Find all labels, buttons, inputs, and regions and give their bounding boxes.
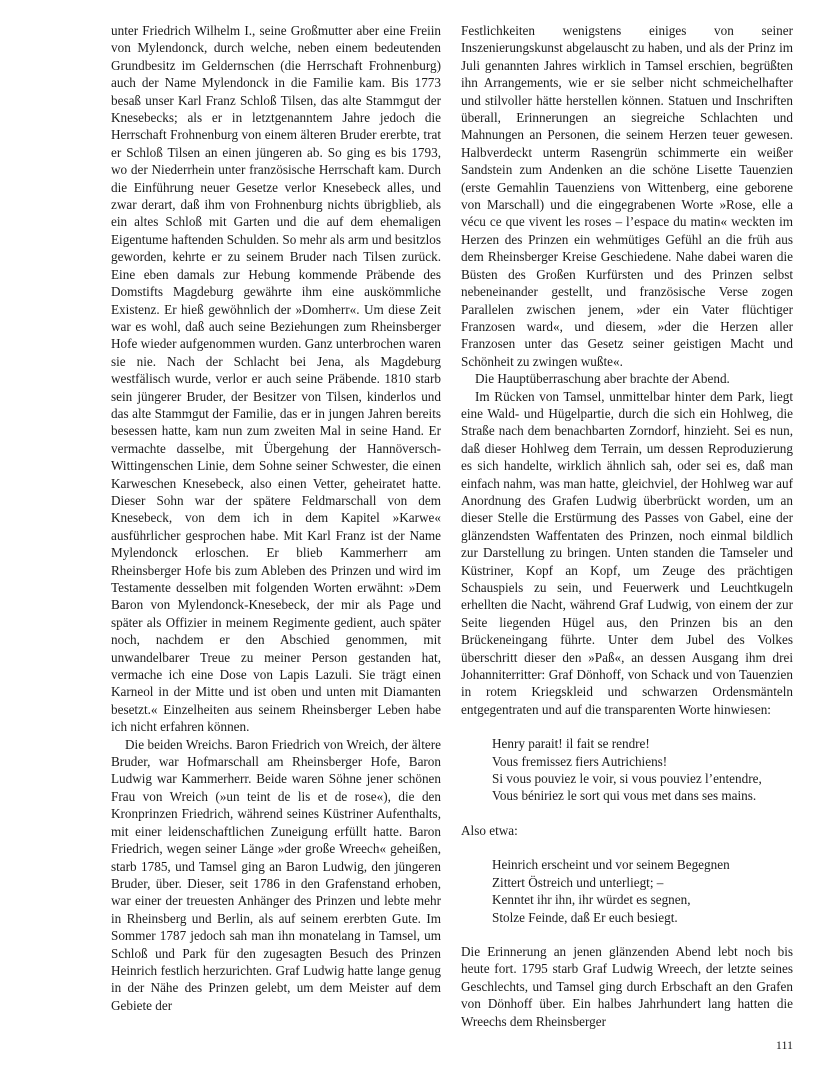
verse-line: Vous béniriez le sort qui vous met dans ses mains. [492,788,757,804]
german-verse [492,856,793,926]
paragraph-wreichs: Die beiden Wreichs. Baron Friedrich von Wreich, der ältere Bruder, war Hofmarschall am Rheinsberger Hofe, Baron Ludwig war Kammerherr. Beide waren Söhne jener schönen Frau von Wreich (»un teint de lis et de rose«), die den Kronprinzen Friedrich, während seines Küstriner Aufenthalts, mit einer leidenschaftlichen Zuneigung erfüllt hatte. Baron Friedrich, wegen seiner Länge »der große Wreech« geheißen, starb 1785, und Tamsel ging an Baron Ludwig, den jüngeren Bruder, über. Dieser, seit 1786 in den Grafenstand erhoben, war einer der treuesten Anhänger des Prinzen und lebte mehr in Rheinsberg und Berlin, als auf seinem ererbten Gute. Im Sommer 1787 jedoch sah man ihn monatelang in Tamsel, um Schloß und Park für den zugesagten Besuch des Prinzen Heinrich festlich herzurichten. Graf Ludwig hatte lange genug in der Nähe des Prinzen gelebt, um dem Meister auf dem Gebiete der [111,736,441,1013]
page-number: 111 [775,1038,793,1052]
left-column [111,22,441,1014]
verse-line: Henry parait! il fait se rendre! [492,736,650,752]
french-verse [492,735,793,805]
right-column [461,22,793,1030]
paragraph-hohlweg: Im Rücken von Tamsel, unmittelbar hinter dem Park, liegt eine Wald- und Hügelpartie, durch die sich ein Hohlweg, die Straße nach dem benachbarten Zorndorf, hinzieht. Sei es nun, daß dieser Hohlweg dem Terrain, um dessen Reproduzierung es sich handelte, wirklich ähnlich sah, oder sei es, daß man einfach nahm, was man hatte, gleichviel, der Hohlweg war auf Anordnung des Grafen Ludwig überbrückt worden, um an dieser Stelle die Erstürmung des Passes von Gabel, eine der glänzendsten Waffentaten des Prinzen, noch einmal bildlich zur Darstellung zu bringen. Unten standen die Tamseler und Küstriner, Kopf an Kopf, um Zeuge des prächtigen Schauspiels zu sein, und Feuerwerk und Leuchtkugeln erhellten die Nacht, während Graf Ludwig, von einem der zur Seite liegenden Hügel aus, den Prinzen bis an den Brückeneingang führte. Unter dem Jubel des Volkes überschritt dieser den »Paß«, an dessen Ausgang ihm drei Johanniterritter: Graf Dönhoff, von Schack und von Tauenzien in rotem Kriegskleid und schwarzen Ordensmänteln entgegentraten und auf die transparenten Worte hinwiesen: [461,388,793,717]
paragraph-hauptueberraschung: Die Hauptüberraschung aber brachte der Abend. [475,371,730,387]
verse-line: Zittert Östreich und unterliegt; – [492,874,664,890]
verse-line: Si vous pouviez le voir, si vous pouviez l’entendre, [492,771,762,787]
paragraph-erinnerung: Die Erinnerung an jenen glänzenden Abend lebt noch bis heute fort. 1795 starb Graf Ludwig Wreech, der letzte seines Geschlechts, und Tamsel ging durch Erbschaft an den Grafen von Dönhoff über. Ein halbes Jahrhundert lang hatten die Wreechs dem Rheinsberger [461,943,793,1029]
also-etwa-line: Also etwa: [461,822,518,838]
verse-line: Kenntet ihr ihn, ihr würdet es segnen, [492,892,691,908]
verse-line: Stolze Feinde, daß Er euch besiegt. [492,909,678,925]
verse-line: Heinrich erscheint und vor seinem Begegnen [492,857,730,873]
paragraph-knesebeck: unter Friedrich Wilhelm I., seine Großmutter aber eine Freiin von Mylendonck, durch welche, neben einem bedeutenden Grundbesitz im Geldernschen (die Herrschaft Frohnenburg) auch der Name Mylendonck in die Familie kam. Bis 1773 besaß unser Karl Franz Schloß Tilsen, das alte Stammgut der Knesebecks; als er in letztgenanntem Jahre jedoch die Herrschaft Frohnenburg von einem älteren Bruder ererbte, trat er Schloß Tilsen an einen jüngeren ab. So ging es bis 1793, wo der Niederrhein unter französische Herrschaft kam. Durch die Einführung neuer Gesetze verlor Knesebeck alles, und zwar derart, daß ihm von Frohnenburg nichts übrigblieb, als ein altes Schloß mit Garten und die auf dem ehemaligen Eigentume haftenden Schulden. So mehr als arm und besitzlos geworden, kehrte er zu seinem Bruder nach Tilsen zurück. Eine eben damals zur Hebung kommende Präbende des Domstifts Magdeburg gewährte ihm eine auskömmliche Existenz. Er hieß gewöhnlich der »Domherr«. Um diese Zeit war es wohl, daß auch seine Beziehungen zum Rheinsberger Hofe wieder aufgenommen wurden. Ganz unterbrochen waren sie nie. Nach der Schlacht bei Jena, als Magdeburg westfälisch wurde, verlor er auch seine Präbende. 1810 starb sein jüngerer Bruder, der Besitzer von Tilsen, kinderlos und das alte Stammgut der Familie, das er in jungen Jahren bereits besessen hatte, kam nun zum zweiten Mal in seine Hand. Er vermachte dasselbe, mit Übergehung der Hannöversch-Wittingenschen Linie, dem Sohne seiner Schwester, die einen Karweschen Knesebeck, also einen Vetter, geheiratet hatte. Dieser Sohn war der spätere Feldmarschall von dem Knesebeck, von dem ich in dem Kapitel »Karwe« ausführlicher gesprochen habe. Mit Karl Franz ist der Name Mylendonck erloschen. Er blieb Kammerherr am Rheinsberger Hofe bis zum Ableben des Prinzen und wird im Testamente desselben mit folgenden Worten erwähnt: »Dem Baron von Mylendonck-Knesebeck, der mir als Page und später als Offizier in meinem Regimente gedient, auch später noch, nachdem er den Abschied genommen, mit unwandelbarer Treue zu meiner Person gestanden hat, vermache ich eine Dose von Lapis Lazuli. Sie trägt einen Karneol in der Mitte und ist oben und unten mit Diamanten besetzt.« Einzelheiten aus seinem Rheinsberger Leben habe ich nicht erfahren können. [111,23,441,735]
paragraph-festlichkeiten: Festlichkeiten wenigstens einiges von seiner Inszenierungskunst abgelauscht zu haben, und als der Prinz im Juli genannten Jahres wirklich in Tamsel erschien, begrüßten ihn Arrangements, wie er sie selber nicht schmeichelhafter und stilvoller hätte herstellen können. Statuen und Inschriften überall, Erinnerungen an siegreiche Schlachten und Mahnungen an Personen, die seinem Herzen teuer gewesen. Halbverdeckt unterm Rasengrün schimmerte ein weißer Sandstein zum Andenken an die schöne Lisette Tauenzien (erste Gemahlin Tauenziens von Wittenberg, eine geborene von Marschall) und die eingegrabenen Worte »Rose, elle a vécu ce que vivent les roses – l’espace du matin« weckten im Herzen des Prinzen ein wehmütiges Gefühl an die früh aus dem Rheinsberger Kreise Geschiedene. Nahe dabei waren die Büsten des Großen Kurfürsten und des Prinzen selbst nebeneinander gestellt, und französische Verse zogen Parallelen zwischen jenem, »der ein Vater flüchtiger Franzosen ward«, und diesem, »der die Herzen aller Franzosen unter das Gesetz seiner geistigen Macht und Schönheit zu zwingen wußte«. [461,23,793,369]
verse-line: Vous fremissez fiers Autrichiens! [492,753,668,769]
